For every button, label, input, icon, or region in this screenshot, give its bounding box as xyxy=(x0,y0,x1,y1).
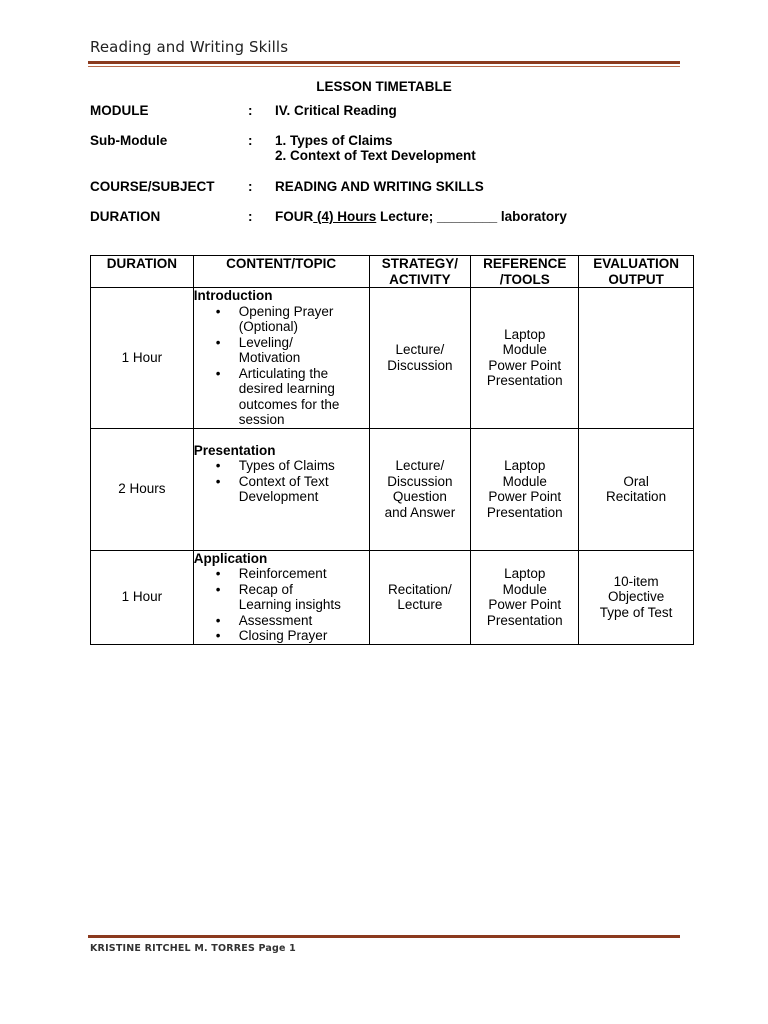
strategy-line: Recitation/ xyxy=(388,581,452,597)
lesson-title: LESSON TIMETABLE xyxy=(316,79,452,94)
evaluation-line: Objective xyxy=(607,589,665,605)
bullet-line: Articulating the xyxy=(238,365,329,381)
course-colon: : xyxy=(248,179,253,194)
submodule-colon: : xyxy=(248,133,253,148)
bullet-line: Development xyxy=(238,489,319,504)
row-duration: 1 Hour xyxy=(91,550,194,644)
evaluation-line: Type of Test xyxy=(599,604,673,620)
module-label: MODULE xyxy=(90,103,149,118)
header-strategy-line2: ACTIVITY xyxy=(389,271,451,287)
strategy-line: Lecture/ xyxy=(395,342,445,358)
table-row xyxy=(91,428,694,550)
strategy-line: Discussion xyxy=(387,357,453,373)
header-evaluation-line1: EVALUATION xyxy=(593,256,679,271)
table-header-row xyxy=(91,256,694,288)
list-item xyxy=(194,628,369,644)
reference-line: Power Point xyxy=(488,489,562,504)
reference-line: Presentation xyxy=(486,373,563,389)
row-topic xyxy=(193,428,369,550)
header-reference-line1: REFERENCE xyxy=(483,256,567,271)
bullet-line: desired learning xyxy=(238,381,335,396)
row-topic xyxy=(193,550,369,644)
module-value: IV. Critical Reading xyxy=(275,103,397,118)
reference-line: Module xyxy=(502,342,547,358)
duration-value xyxy=(275,209,567,224)
row-duration: 2 Hours xyxy=(91,428,194,550)
row-strategy xyxy=(369,550,471,644)
lesson-timetable xyxy=(90,255,694,645)
bullet-line: Types of Claims xyxy=(238,458,335,473)
duration-prefix: FOUR xyxy=(275,209,314,224)
reference-line: Laptop xyxy=(504,458,546,473)
header-reference-line2: /TOOLS xyxy=(499,271,550,287)
header-strategy xyxy=(369,256,471,288)
bullet-line: Opening Prayer xyxy=(238,303,334,319)
header-strategy-line1: STRATEGY/ xyxy=(381,256,459,271)
reference-line: Module xyxy=(502,581,547,597)
bullet-line: Context of Text xyxy=(238,473,329,489)
course-value: READING AND WRITING SKILLS xyxy=(275,179,484,194)
row-duration: 1 Hour xyxy=(91,288,194,429)
reference-line: Laptop xyxy=(504,326,546,342)
list-item xyxy=(194,613,369,629)
strategy-line: Lecture/ xyxy=(395,458,445,473)
evaluation-line: Oral xyxy=(623,473,649,489)
bullet-line: Learning insights xyxy=(238,597,341,612)
list-item xyxy=(194,304,369,335)
bullet-line: session xyxy=(238,412,285,427)
row-evaluation xyxy=(579,288,694,429)
footer-text: KRISTINE RITCHEL M. TORRES Page 1 xyxy=(90,943,296,954)
strategy-line: Discussion xyxy=(387,473,453,489)
table-row xyxy=(91,288,694,429)
row-evaluation xyxy=(579,428,694,550)
duration-blank: ________ xyxy=(437,209,498,224)
list-item xyxy=(194,566,369,582)
header-evaluation xyxy=(579,256,694,288)
bullet-line: Motivation xyxy=(238,350,301,365)
footer-rule-thick xyxy=(88,935,680,938)
row-evaluation xyxy=(579,550,694,644)
reference-line: Power Point xyxy=(488,597,562,612)
bullet-line: Recap of xyxy=(238,581,293,597)
bullet-line: (Optional) xyxy=(238,319,299,334)
header-rule-thin xyxy=(88,66,680,67)
page-header-title: Reading and Writing Skills xyxy=(90,38,289,56)
list-item xyxy=(194,474,369,505)
row-strategy xyxy=(369,288,471,429)
bullet-line: Closing Prayer xyxy=(238,628,328,643)
list-item xyxy=(194,366,369,428)
row-reference xyxy=(471,428,579,550)
header-content: CONTENT/TOPIC xyxy=(193,256,369,288)
topic-title: Presentation xyxy=(193,442,276,458)
submodule-value-1: 1. Types of Claims xyxy=(275,133,393,148)
module-colon: : xyxy=(248,103,253,118)
bullet-line: Reinforcement xyxy=(238,566,327,581)
topic-title: Application xyxy=(193,550,268,566)
evaluation-line: Recitation xyxy=(606,489,667,504)
submodule-label: Sub-Module xyxy=(90,133,168,148)
evaluation-line: 10-item xyxy=(613,573,659,589)
row-reference xyxy=(471,550,579,644)
reference-line: Presentation xyxy=(486,612,563,628)
header-evaluation-line2: OUTPUT xyxy=(608,271,664,287)
reference-line: Laptop xyxy=(504,566,546,581)
duration-label: DURATION xyxy=(90,209,161,224)
duration-mid: Lecture; xyxy=(376,209,438,224)
reference-line: Presentation xyxy=(486,504,563,520)
row-topic xyxy=(193,288,369,429)
topic-title: Introduction xyxy=(193,288,273,303)
course-label: COURSE/SUBJECT xyxy=(90,179,215,194)
duration-suffix: laboratory xyxy=(497,209,567,224)
topic-bullets xyxy=(194,458,369,505)
duration-hours: (4) Hours xyxy=(313,209,377,224)
row-reference xyxy=(471,288,579,429)
topic-bullets xyxy=(194,566,369,644)
row-strategy xyxy=(369,428,471,550)
list-item xyxy=(194,582,369,613)
bullet-line: Assessment xyxy=(238,612,313,628)
bullet-line: Leveling/ xyxy=(238,334,293,350)
table-row xyxy=(91,550,694,644)
strategy-line: and Answer xyxy=(384,504,456,520)
strategy-line: Lecture xyxy=(397,597,443,612)
list-item xyxy=(194,335,369,366)
reference-line: Module xyxy=(502,473,547,489)
submodule-value-2: 2. Context of Text Development xyxy=(275,148,476,163)
header-duration: DURATION xyxy=(91,256,194,288)
strategy-line: Question xyxy=(392,489,447,504)
header-reference xyxy=(471,256,579,288)
list-item xyxy=(194,458,369,474)
reference-line: Power Point xyxy=(488,357,562,373)
topic-bullets xyxy=(194,304,369,428)
header-rule-thick xyxy=(88,61,680,64)
duration-colon: : xyxy=(248,209,253,224)
bullet-line: outcomes for the xyxy=(238,396,340,412)
